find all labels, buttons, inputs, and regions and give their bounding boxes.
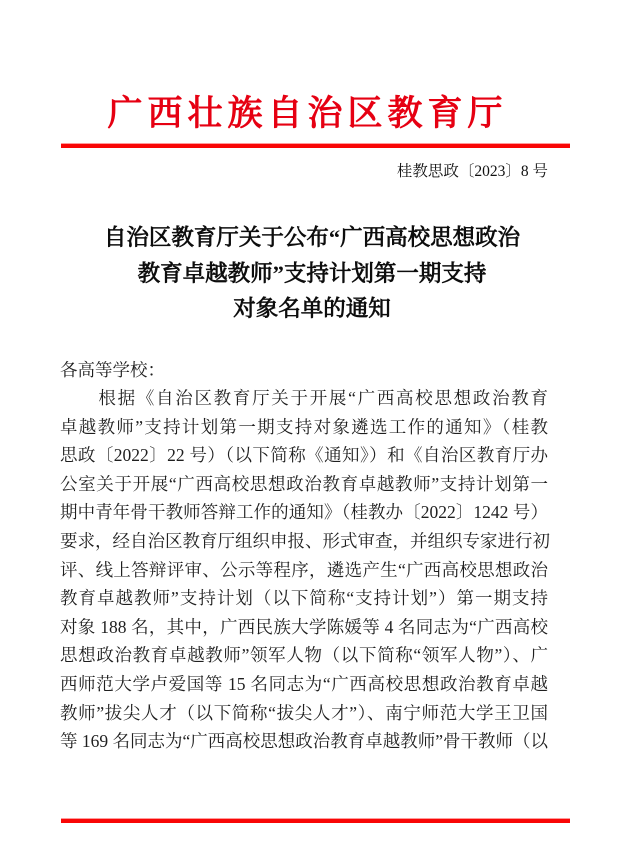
header-divider-line <box>61 144 570 148</box>
body-paragraph-line: 思想政治教育卓越教师”领军人物（以下简称“领军人物”）、广 <box>60 645 548 666</box>
salutation: 各高等学校： <box>60 360 165 380</box>
body-paragraph-line: 公室关于开展“广西高校思想政治教育卓越教师”支持计划第一 <box>60 473 548 494</box>
body-paragraph-line: 期中青年骨干教师答辩工作的通知》（桂教办〔2022〕1242 号） <box>60 502 548 523</box>
agency-title: 广西壮族自治区教育厅 <box>107 94 508 133</box>
body-paragraph-line: 评、线上答辩评审、公示等程序，遴选产生“广西高校思想政治 <box>60 559 548 580</box>
body-paragraph <box>60 384 548 756</box>
notice-title-line: 自治区教育厅关于公布“广西高校思想政治 <box>103 225 521 250</box>
notice-title-line: 对象名单的通知 <box>233 296 391 321</box>
body-paragraph-line: 根据《自治区教育厅关于开展“广西高校思想政治教育 <box>60 388 548 408</box>
notice-title-line: 教育卓越教师”支持计划第一期支持 <box>137 260 487 286</box>
body-paragraph-line: 等 169 名同志为“广西高校思想政治教育卓越教师”骨干教师（以 <box>60 731 549 752</box>
body-paragraph-line: 西师范大学卢爱国等 15 名同志为“广西高校思想政治教育卓越 <box>60 673 548 694</box>
body-paragraph-line: 对象 188 名，其中，广西民族大学陈媛等 4 名同志为“广西高校 <box>60 616 548 637</box>
notice-title <box>40 220 584 327</box>
body-paragraph-line: 要求，经自治区教育厅组织申报、形式审查，并组织专家进行初 <box>60 530 550 551</box>
document-number: 桂教思政〔2023〕8 号 <box>396 163 548 180</box>
body-paragraph-line: 思政〔2022〕22 号）（以下简称《通知》）和《自治区教育厅办 <box>60 445 548 466</box>
body-paragraph-line: 教师”拔尖人才（以下简称“拔尖人才”）、南宁师范大学王卫国 <box>60 702 548 723</box>
footer-divider-line <box>61 819 570 823</box>
body-paragraph-line: 卓越教师”支持计划第一期支持对象遴选工作的通知》（桂教 <box>60 416 548 437</box>
body-paragraph-line: 教育卓越教师”支持计划（以下简称“支持计划”）第一期支持 <box>60 588 548 609</box>
